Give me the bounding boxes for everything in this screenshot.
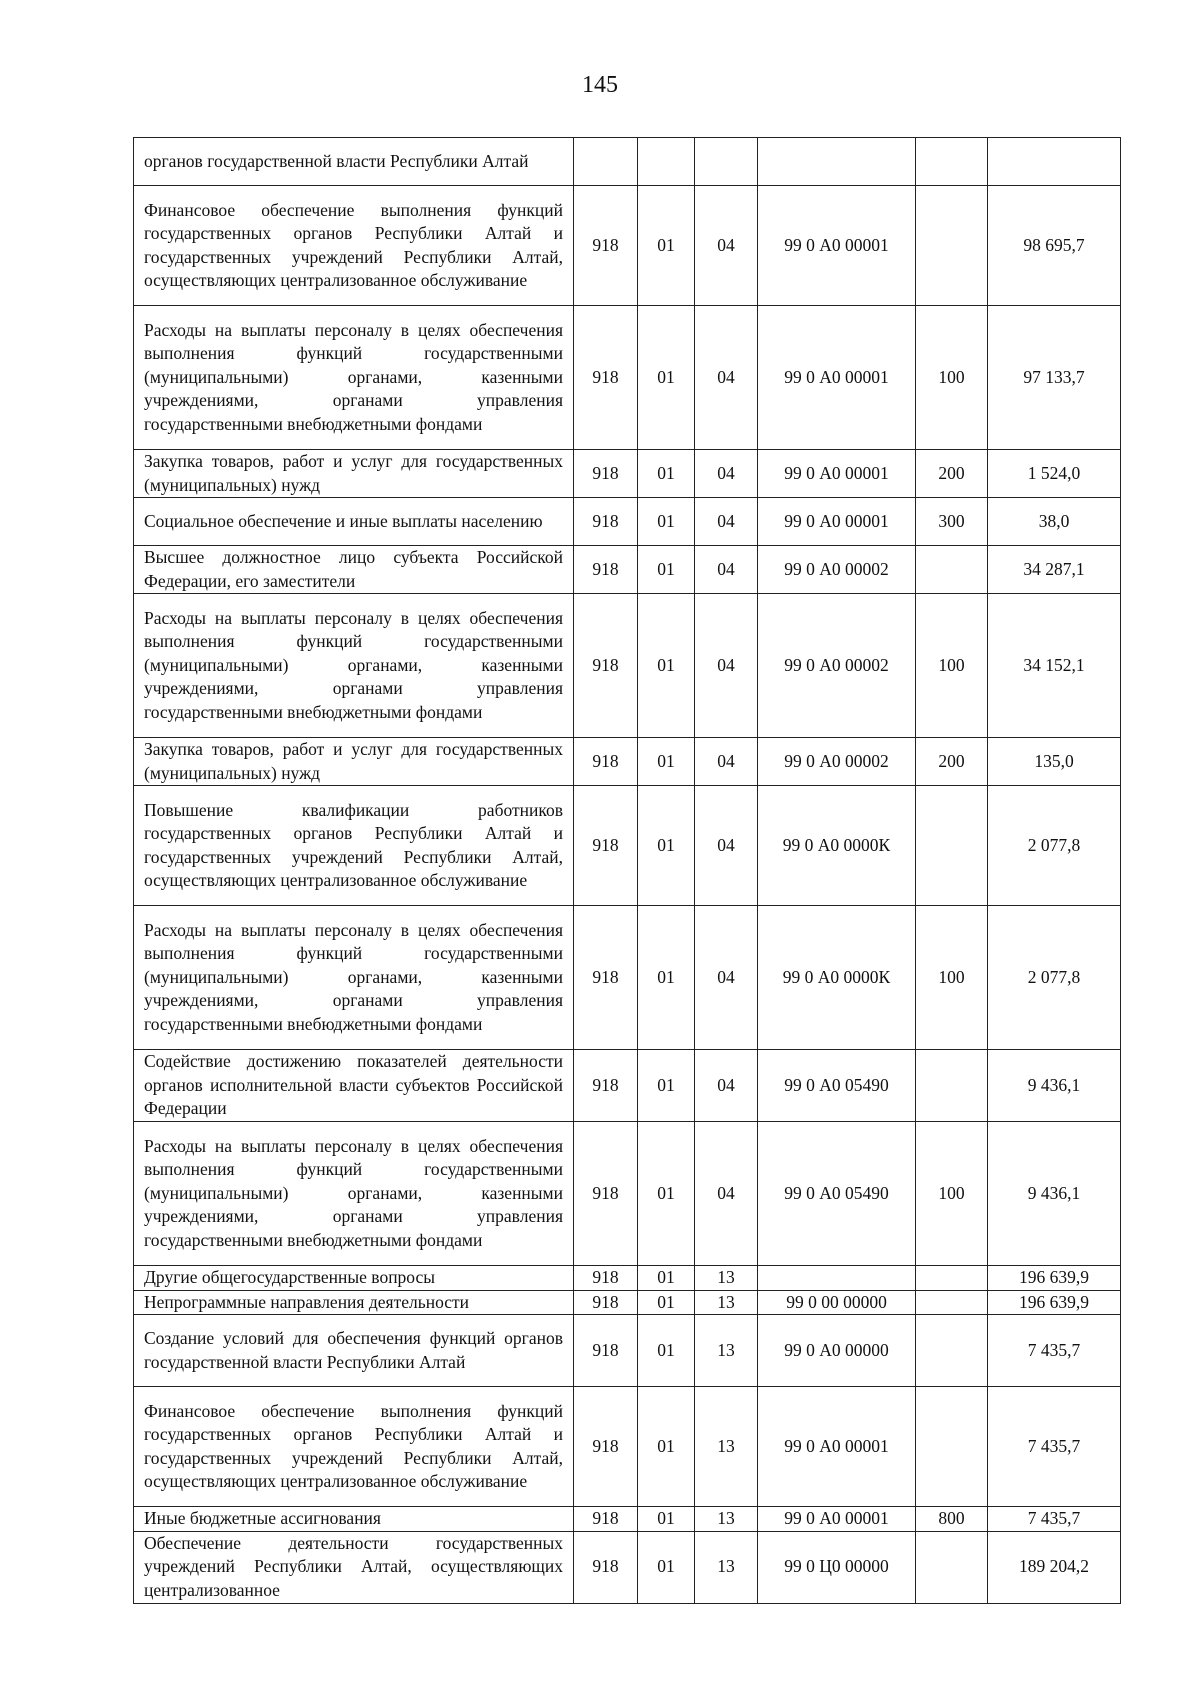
cell-sum: 38,0 xyxy=(988,498,1121,546)
cell-expense-type: 200 xyxy=(916,738,988,786)
cell-target-article xyxy=(758,138,916,186)
cell-subsection: 04 xyxy=(695,306,758,450)
cell-expense-type xyxy=(916,1290,988,1315)
table-row xyxy=(134,1315,1121,1387)
row-name: Расходы на выплаты персоналу в целях обеспечения выполнения функций государственными (муниципальными) органами, казенными учреждениями, органами управления государственными внебюджетными фондами xyxy=(134,594,574,738)
cell-section: 01 xyxy=(638,1290,695,1315)
cell-expense-type: 200 xyxy=(916,450,988,498)
table-row xyxy=(134,450,1121,498)
cell-subsection: 04 xyxy=(695,1050,758,1122)
table-row xyxy=(134,738,1121,786)
cell-target-article: 99 0 А0 00000 xyxy=(758,1315,916,1387)
cell-section: 01 xyxy=(638,498,695,546)
budget-table xyxy=(133,137,1121,1604)
cell-expense-type xyxy=(916,138,988,186)
cell-subsection: 04 xyxy=(695,786,758,906)
cell-target-article: 99 0 А0 0000К xyxy=(758,786,916,906)
cell-target-article xyxy=(758,1266,916,1291)
row-name: Финансовое обеспечение выполнения функций государственных органов Республики Алтай и государственных учреждений Республики Алтай, осуществляющих централизованное обслуживание xyxy=(134,1387,574,1507)
cell-subsection: 13 xyxy=(695,1290,758,1315)
cell-target-article: 99 0 А0 0000К xyxy=(758,906,916,1050)
row-name: Содействие достижению показателей деятельности органов исполнительной власти субъектов Российской Федерации xyxy=(134,1050,574,1122)
cell-section: 01 xyxy=(638,1387,695,1507)
cell-subsection: 04 xyxy=(695,546,758,594)
table-row xyxy=(134,1122,1121,1266)
cell-section: 01 xyxy=(638,546,695,594)
cell-expense-type: 300 xyxy=(916,498,988,546)
cell-expense-type xyxy=(916,786,988,906)
cell-expense-type: 100 xyxy=(916,1122,988,1266)
cell-sum: 189 204,2 xyxy=(988,1531,1121,1603)
cell-sum: 34 287,1 xyxy=(988,546,1121,594)
cell-grbs: 918 xyxy=(574,306,638,450)
cell-section xyxy=(638,138,695,186)
row-name: Расходы на выплаты персоналу в целях обеспечения выполнения функций государственными (муниципальными) органами, казенными учреждениями, органами управления государственными внебюджетными фондами xyxy=(134,1122,574,1266)
cell-section: 01 xyxy=(638,594,695,738)
cell-sum: 2 077,8 xyxy=(988,786,1121,906)
cell-grbs: 918 xyxy=(574,1531,638,1603)
cell-target-article: 99 0 А0 00001 xyxy=(758,498,916,546)
cell-sum: 34 152,1 xyxy=(988,594,1121,738)
cell-expense-type xyxy=(916,1315,988,1387)
table-row xyxy=(134,1531,1121,1603)
row-name: органов государственной власти Республики Алтай xyxy=(134,138,574,186)
cell-subsection: 04 xyxy=(695,498,758,546)
cell-grbs: 918 xyxy=(574,594,638,738)
cell-grbs: 918 xyxy=(574,738,638,786)
table-row xyxy=(134,546,1121,594)
cell-expense-type: 100 xyxy=(916,594,988,738)
cell-subsection: 13 xyxy=(695,1387,758,1507)
cell-target-article: 99 0 А0 00001 xyxy=(758,186,916,306)
cell-section: 01 xyxy=(638,450,695,498)
row-name: Непрограммные направления деятельности xyxy=(134,1290,574,1315)
cell-grbs: 918 xyxy=(574,498,638,546)
cell-grbs: 918 xyxy=(574,546,638,594)
row-name: Расходы на выплаты персоналу в целях обеспечения выполнения функций государственными (муниципальными) органами, казенными учреждениями, органами управления государственными внебюджетными фондами xyxy=(134,906,574,1050)
row-name: Закупка товаров, работ и услуг для государственных (муниципальных) нужд xyxy=(134,450,574,498)
table-row xyxy=(134,138,1121,186)
cell-subsection: 04 xyxy=(695,1122,758,1266)
cell-expense-type: 100 xyxy=(916,306,988,450)
cell-grbs: 918 xyxy=(574,1266,638,1291)
cell-grbs: 918 xyxy=(574,1290,638,1315)
cell-subsection xyxy=(695,138,758,186)
cell-sum: 7 435,7 xyxy=(988,1387,1121,1507)
cell-section: 01 xyxy=(638,1122,695,1266)
cell-grbs: 918 xyxy=(574,1507,638,1532)
cell-subsection: 04 xyxy=(695,450,758,498)
cell-grbs: 918 xyxy=(574,1387,638,1507)
cell-grbs: 918 xyxy=(574,1122,638,1266)
cell-grbs: 918 xyxy=(574,186,638,306)
row-name: Финансовое обеспечение выполнения функций государственных органов Республики Алтай и государственных учреждений Республики Алтай, осуществляющих централизованное обслуживание xyxy=(134,186,574,306)
cell-subsection: 13 xyxy=(695,1507,758,1532)
cell-target-article: 99 0 А0 00001 xyxy=(758,450,916,498)
cell-section: 01 xyxy=(638,1266,695,1291)
cell-sum: 1 524,0 xyxy=(988,450,1121,498)
table-row xyxy=(134,306,1121,450)
cell-sum: 196 639,9 xyxy=(988,1266,1121,1291)
table-row xyxy=(134,1387,1121,1507)
table-row xyxy=(134,1507,1121,1532)
table-row xyxy=(134,786,1121,906)
table-row xyxy=(134,594,1121,738)
table-row xyxy=(134,1050,1121,1122)
cell-sum: 196 639,9 xyxy=(988,1290,1121,1315)
cell-expense-type xyxy=(916,1050,988,1122)
cell-section: 01 xyxy=(638,1531,695,1603)
cell-target-article: 99 0 А0 00002 xyxy=(758,546,916,594)
table-row xyxy=(134,906,1121,1050)
cell-section: 01 xyxy=(638,738,695,786)
row-name: Иные бюджетные ассигнования xyxy=(134,1507,574,1532)
cell-subsection: 13 xyxy=(695,1266,758,1291)
cell-expense-type xyxy=(916,1531,988,1603)
table-row xyxy=(134,186,1121,306)
cell-expense-type xyxy=(916,186,988,306)
row-name: Высшее должностное лицо субъекта Российской Федерации, его заместители xyxy=(134,546,574,594)
cell-expense-type: 800 xyxy=(916,1507,988,1532)
cell-section: 01 xyxy=(638,306,695,450)
cell-section: 01 xyxy=(638,786,695,906)
row-name: Повышение квалификации работников государственных органов Республики Алтай и государственных учреждений Республики Алтай, осуществляющих централизованное обслуживание xyxy=(134,786,574,906)
cell-section: 01 xyxy=(638,186,695,306)
cell-sum xyxy=(988,138,1121,186)
cell-section: 01 xyxy=(638,1315,695,1387)
cell-grbs xyxy=(574,138,638,186)
cell-subsection: 13 xyxy=(695,1315,758,1387)
cell-section: 01 xyxy=(638,1507,695,1532)
cell-expense-type xyxy=(916,546,988,594)
cell-target-article: 99 0 А0 00002 xyxy=(758,738,916,786)
row-name: Создание условий для обеспечения функций органов государственной власти Республики Алтай xyxy=(134,1315,574,1387)
cell-target-article: 99 0 А0 00001 xyxy=(758,1507,916,1532)
cell-section: 01 xyxy=(638,906,695,1050)
cell-sum: 9 436,1 xyxy=(988,1050,1121,1122)
cell-subsection: 04 xyxy=(695,594,758,738)
cell-sum: 7 435,7 xyxy=(988,1315,1121,1387)
row-name: Закупка товаров, работ и услуг для государственных (муниципальных) нужд xyxy=(134,738,574,786)
cell-grbs: 918 xyxy=(574,450,638,498)
cell-subsection: 04 xyxy=(695,186,758,306)
row-name: Социальное обеспечение и иные выплаты населению xyxy=(134,498,574,546)
cell-target-article: 99 0 А0 05490 xyxy=(758,1122,916,1266)
cell-target-article: 99 0 А0 05490 xyxy=(758,1050,916,1122)
cell-sum: 98 695,7 xyxy=(988,186,1121,306)
cell-target-article: 99 0 А0 00001 xyxy=(758,306,916,450)
row-name: Расходы на выплаты персоналу в целях обеспечения выполнения функций государственными (муниципальными) органами, казенными учреждениями, органами управления государственными внебюджетными фондами xyxy=(134,306,574,450)
cell-target-article: 99 0 А0 00002 xyxy=(758,594,916,738)
cell-sum: 97 133,7 xyxy=(988,306,1121,450)
row-name: Другие общегосударственные вопросы xyxy=(134,1266,574,1291)
cell-target-article: 99 0 00 00000 xyxy=(758,1290,916,1315)
cell-expense-type xyxy=(916,1266,988,1291)
cell-sum: 9 436,1 xyxy=(988,1122,1121,1266)
table-row xyxy=(134,1290,1121,1315)
cell-grbs: 918 xyxy=(574,1315,638,1387)
cell-expense-type xyxy=(916,1387,988,1507)
cell-section: 01 xyxy=(638,1050,695,1122)
cell-grbs: 918 xyxy=(574,1050,638,1122)
cell-target-article: 99 0 А0 00001 xyxy=(758,1387,916,1507)
cell-expense-type: 100 xyxy=(916,906,988,1050)
table-row xyxy=(134,1266,1121,1291)
cell-subsection: 04 xyxy=(695,906,758,1050)
cell-sum: 2 077,8 xyxy=(988,906,1121,1050)
cell-grbs: 918 xyxy=(574,906,638,1050)
cell-target-article: 99 0 Ц0 00000 xyxy=(758,1531,916,1603)
cell-grbs: 918 xyxy=(574,786,638,906)
table-body xyxy=(134,138,1121,1604)
table-row xyxy=(134,498,1121,546)
cell-sum: 7 435,7 xyxy=(988,1507,1121,1532)
cell-sum: 135,0 xyxy=(988,738,1121,786)
page-number: 145 xyxy=(582,72,618,98)
cell-subsection: 04 xyxy=(695,738,758,786)
cell-subsection: 13 xyxy=(695,1531,758,1603)
row-name: Обеспечение деятельности государственных учреждений Республики Алтай, осуществляющих централизованное xyxy=(134,1531,574,1603)
